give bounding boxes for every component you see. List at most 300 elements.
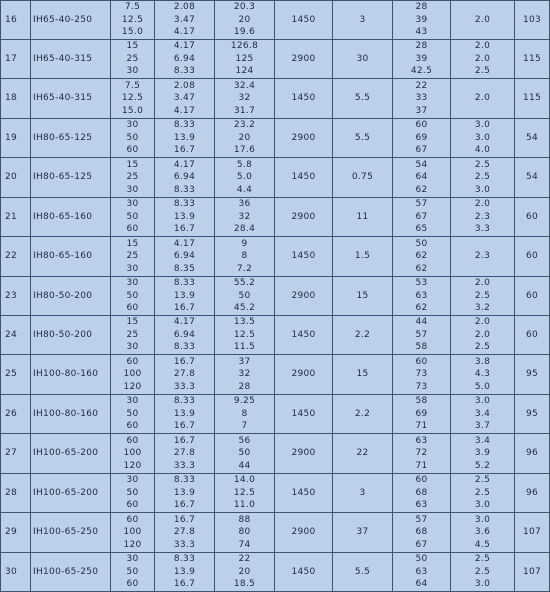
flow-ls-value: 6.94 (173, 329, 196, 340)
efficiency-value: 57 (415, 329, 428, 340)
model-cell (31, 158, 111, 198)
head-value: 28 (238, 381, 251, 392)
flow-m3h-value: 60 (126, 435, 139, 446)
head-value: 23.2 (233, 120, 256, 131)
head-cell (215, 79, 275, 119)
model-cell (31, 474, 111, 513)
efficiency-value: 44 (415, 317, 428, 328)
flow-ls-cell (155, 553, 215, 592)
npsh-value: 2.3 (474, 211, 491, 222)
head-cell (215, 355, 275, 395)
speed-value: 2900 (291, 448, 316, 459)
flow-m3h-value: 50 (126, 408, 139, 419)
weight-value: 115 (522, 93, 542, 104)
flow-ls-value: 2.08 (173, 2, 196, 13)
npsh-value: 3.9 (474, 448, 491, 459)
flow-ls-cell (155, 158, 215, 198)
flow-m3h-value: 60 (126, 224, 139, 235)
pump-model: IH80-65-160 (33, 251, 93, 262)
model-cell (31, 553, 111, 592)
speed-cell (275, 553, 333, 592)
head-value: 126.8 (230, 41, 259, 52)
head-cell (215, 474, 275, 513)
weight-cell (515, 513, 550, 553)
speed-value: 1450 (291, 408, 316, 419)
head-value: 19.6 (233, 27, 256, 38)
flow-m3h-value: 50 (126, 566, 139, 577)
npsh-value: 2.5 (474, 342, 491, 353)
efficiency-cell (393, 355, 451, 395)
efficiency-value: 64 (415, 579, 428, 589)
efficiency-value: 69 (415, 408, 428, 419)
head-value: 28.4 (233, 224, 256, 235)
efficiency-cell (393, 553, 451, 592)
weight-cell (515, 434, 550, 474)
flow-ls-cell (155, 40, 215, 79)
power-value: 22 (356, 448, 369, 459)
efficiency-cell (393, 316, 451, 355)
row-number-cell (1, 158, 31, 198)
flow-m3h-value: 30 (126, 396, 139, 407)
efficiency-value: 28 (415, 41, 428, 52)
flow-m3h-value: 30 (126, 554, 139, 564)
pump-model: IH65-40-250 (33, 14, 93, 25)
efficiency-value: 50 (415, 554, 428, 564)
flow-ls-cell (155, 79, 215, 119)
head-cell (215, 513, 275, 553)
power-cell (333, 434, 393, 474)
npsh-value: 2.0 (474, 329, 491, 340)
power-value: 1.5 (354, 251, 371, 262)
row-number: 26 (5, 408, 18, 419)
flow-m3h-value: 60 (126, 514, 139, 525)
flow-m3h-value: 15 (126, 238, 139, 249)
head-value: 14.0 (233, 475, 256, 486)
flow-m3h-value: 25 (126, 329, 139, 340)
weight-cell (515, 395, 550, 434)
flow-ls-value: 8.33 (173, 184, 196, 195)
npsh-value: 3.8 (474, 356, 491, 367)
npsh-value: 2.5 (474, 554, 491, 564)
head-cell (215, 277, 275, 316)
model-cell (31, 1, 111, 40)
head-value: 74 (238, 539, 251, 550)
efficiency-value: 50 (415, 238, 428, 249)
flow-ls-value: 4.17 (173, 41, 196, 52)
npsh-value: 3.0 (474, 514, 491, 525)
head-value: 4.4 (236, 184, 253, 195)
npsh-cell (451, 40, 515, 79)
head-value: 20.3 (233, 2, 256, 13)
npsh-value: 3.0 (474, 132, 491, 143)
npsh-value: 2.5 (474, 475, 491, 486)
head-value: 20 (238, 132, 251, 143)
flow-ls-value: 27.8 (173, 369, 196, 380)
npsh-value: 2.3 (474, 251, 491, 262)
head-cell (215, 158, 275, 198)
flow-ls-value: 13.9 (173, 408, 196, 419)
flow-m3h-cell (111, 513, 155, 553)
npsh-cell (451, 1, 515, 40)
npsh-cell (451, 553, 515, 592)
flow-ls-value: 6.94 (173, 172, 196, 183)
pump-model: IH100-80-160 (33, 369, 99, 380)
pump-model: IH80-65-125 (33, 132, 93, 143)
efficiency-value: 62 (415, 184, 428, 195)
flow-m3h-value: 15 (126, 159, 139, 170)
flow-m3h-cell (111, 198, 155, 237)
head-value: 12.5 (233, 487, 256, 498)
flow-m3h-cell (111, 434, 155, 474)
weight-value: 96 (525, 487, 539, 498)
npsh-cell (451, 158, 515, 198)
flow-ls-value: 3.47 (173, 14, 196, 25)
weight-value: 115 (522, 53, 542, 64)
efficiency-value: 60 (415, 120, 428, 131)
flow-m3h-value: 100 (123, 527, 142, 538)
head-cell (215, 395, 275, 434)
npsh-cell (451, 316, 515, 355)
npsh-cell (451, 237, 515, 277)
flow-m3h-value: 25 (126, 172, 139, 183)
head-value: 11.5 (233, 342, 256, 353)
efficiency-value: 73 (415, 381, 428, 392)
row-number-cell (1, 553, 31, 592)
speed-value: 2900 (291, 211, 316, 222)
npsh-value: 2.0 (474, 14, 491, 25)
row-number-cell (1, 277, 31, 316)
table-row (1, 434, 550, 474)
table-row (1, 474, 550, 513)
npsh-value: 2.5 (474, 66, 491, 77)
speed-cell (275, 513, 333, 553)
row-number: 16 (5, 14, 18, 25)
speed-value: 1450 (291, 566, 316, 577)
flow-m3h-value: 12.5 (121, 14, 144, 25)
head-cell (215, 316, 275, 355)
flow-m3h-cell (111, 237, 155, 277)
npsh-value: 3.2 (474, 303, 491, 314)
weight-value: 96 (525, 448, 539, 459)
weight-cell (515, 198, 550, 237)
power-value: 0.75 (351, 172, 374, 183)
efficiency-value: 60 (415, 475, 428, 486)
flow-ls-value: 16.7 (173, 435, 196, 446)
model-cell (31, 513, 111, 553)
flow-ls-value: 16.7 (173, 145, 196, 156)
flow-ls-cell (155, 474, 215, 513)
row-number: 30 (5, 566, 18, 577)
power-cell (333, 553, 393, 592)
row-number: 23 (5, 290, 18, 301)
efficiency-value: 63 (415, 435, 428, 446)
efficiency-value: 33 (415, 93, 428, 104)
flow-m3h-value: 25 (126, 53, 139, 64)
head-value: 32 (238, 369, 251, 380)
model-cell (31, 79, 111, 119)
flow-ls-value: 6.94 (173, 53, 196, 64)
flow-m3h-value: 60 (126, 303, 139, 314)
row-number-cell (1, 119, 31, 158)
head-value: 31.7 (233, 105, 256, 116)
flow-ls-value: 16.7 (173, 421, 196, 432)
power-cell (333, 277, 393, 316)
head-value: 44 (238, 460, 251, 471)
power-value: 5.5 (354, 566, 371, 577)
npsh-cell (451, 119, 515, 158)
npsh-value: 4.0 (474, 145, 491, 156)
flow-ls-value: 4.17 (173, 105, 196, 116)
weight-value: 95 (525, 408, 539, 419)
flow-ls-cell (155, 1, 215, 40)
head-value: 50 (238, 448, 251, 459)
flow-ls-value: 3.47 (173, 93, 196, 104)
flow-ls-value: 8.33 (173, 475, 196, 486)
flow-m3h-value: 120 (123, 539, 142, 550)
flow-m3h-value: 7.5 (124, 80, 141, 91)
efficiency-value: 54 (415, 159, 428, 170)
power-value: 15 (356, 369, 369, 380)
power-value: 30 (356, 53, 369, 64)
head-value: 20 (238, 566, 251, 577)
npsh-value: 2.5 (474, 487, 491, 498)
speed-value: 2900 (291, 53, 316, 64)
efficiency-value: 67 (415, 145, 428, 156)
efficiency-value: 57 (415, 199, 428, 210)
flow-ls-value: 16.7 (173, 303, 196, 314)
npsh-value: 2.0 (474, 278, 491, 289)
npsh-value: 3.7 (474, 421, 491, 432)
weight-cell (515, 158, 550, 198)
speed-value: 2900 (291, 527, 316, 538)
table-row (1, 40, 550, 79)
speed-cell (275, 395, 333, 434)
efficiency-cell (393, 474, 451, 513)
pump-model: IH100-65-200 (33, 448, 99, 459)
power-cell (333, 395, 393, 434)
row-number-cell (1, 79, 31, 119)
flow-ls-value: 8.33 (173, 554, 196, 564)
npsh-cell (451, 474, 515, 513)
row-number: 27 (5, 448, 18, 459)
model-cell (31, 316, 111, 355)
flow-ls-value: 16.7 (173, 514, 196, 525)
npsh-cell (451, 198, 515, 237)
flow-m3h-value: 100 (123, 448, 142, 459)
efficiency-cell (393, 395, 451, 434)
flow-m3h-value: 60 (126, 356, 139, 367)
head-value: 32 (238, 211, 251, 222)
weight-cell (515, 237, 550, 277)
efficiency-value: 63 (415, 290, 428, 301)
head-value: 50 (238, 290, 251, 301)
row-number: 19 (5, 132, 18, 143)
efficiency-value: 64 (415, 172, 428, 183)
row-number-cell (1, 513, 31, 553)
head-value: 88 (238, 514, 251, 525)
row-number-cell (1, 474, 31, 513)
speed-cell (275, 79, 333, 119)
row-number: 24 (5, 329, 18, 340)
flow-ls-value: 8.35 (173, 263, 196, 274)
flow-ls-value: 16.7 (173, 500, 196, 511)
table-row (1, 119, 550, 158)
efficiency-value: 69 (415, 132, 428, 143)
efficiency-value: 62 (415, 251, 428, 262)
npsh-value: 3.4 (474, 435, 491, 446)
row-number-cell (1, 355, 31, 395)
flow-m3h-value: 120 (123, 381, 142, 392)
npsh-value: 3.0 (474, 500, 491, 511)
power-cell (333, 119, 393, 158)
flow-m3h-value: 50 (126, 487, 139, 498)
speed-cell (275, 119, 333, 158)
efficiency-cell (393, 513, 451, 553)
weight-cell (515, 277, 550, 316)
pump-model: IH65-40-315 (33, 53, 93, 64)
pump-model: IH100-65-200 (33, 487, 99, 498)
speed-value: 2900 (291, 290, 316, 301)
flow-m3h-value: 30 (126, 120, 139, 131)
model-cell (31, 40, 111, 79)
flow-ls-cell (155, 434, 215, 474)
npsh-value: 4.3 (474, 369, 491, 380)
efficiency-value: 28 (415, 2, 428, 13)
flow-m3h-value: 7.5 (124, 2, 141, 13)
flow-ls-value: 16.7 (173, 356, 196, 367)
weight-value: 60 (525, 329, 539, 340)
flow-ls-value: 8.33 (173, 120, 196, 131)
flow-ls-value: 33.3 (173, 539, 196, 550)
weight-value: 54 (525, 172, 539, 183)
npsh-value: 2.0 (474, 41, 491, 52)
power-value: 15 (356, 290, 369, 301)
table-row (1, 237, 550, 277)
flow-m3h-cell (111, 79, 155, 119)
row-number: 28 (5, 487, 18, 498)
efficiency-cell (393, 79, 451, 119)
efficiency-value: 73 (415, 369, 428, 380)
flow-ls-cell (155, 277, 215, 316)
flow-ls-value: 4.17 (173, 317, 196, 328)
head-value: 7.2 (236, 263, 253, 274)
head-value: 8 (241, 408, 248, 419)
flow-m3h-value: 15.0 (121, 27, 144, 38)
table-row (1, 158, 550, 198)
head-value: 9 (241, 238, 248, 249)
head-cell (215, 1, 275, 40)
weight-cell (515, 355, 550, 395)
efficiency-cell (393, 434, 451, 474)
npsh-value: 2.5 (474, 566, 491, 577)
flow-ls-cell (155, 316, 215, 355)
flow-m3h-value: 60 (126, 579, 139, 589)
head-value: 22 (238, 554, 251, 564)
flow-m3h-value: 15 (126, 317, 139, 328)
flow-m3h-cell (111, 1, 155, 40)
table-row (1, 355, 550, 395)
flow-ls-cell (155, 119, 215, 158)
npsh-cell (451, 513, 515, 553)
weight-cell (515, 553, 550, 592)
npsh-cell (451, 79, 515, 119)
flow-m3h-value: 50 (126, 132, 139, 143)
flow-ls-value: 4.17 (173, 159, 196, 170)
weight-value: 95 (525, 369, 539, 380)
row-number-cell (1, 316, 31, 355)
speed-value: 1450 (291, 329, 316, 340)
weight-cell (515, 40, 550, 79)
npsh-cell (451, 355, 515, 395)
head-value: 8 (241, 251, 248, 262)
weight-value: 103 (522, 14, 542, 25)
flow-ls-value: 8.33 (173, 278, 196, 289)
efficiency-value: 62 (415, 303, 428, 314)
flow-ls-value: 33.3 (173, 460, 196, 471)
flow-m3h-value: 30 (126, 184, 139, 195)
efficiency-value: 68 (415, 527, 428, 538)
head-value: 124 (235, 66, 254, 77)
head-value: 7 (241, 421, 248, 432)
head-cell (215, 40, 275, 79)
efficiency-value: 63 (415, 500, 428, 511)
speed-cell (275, 355, 333, 395)
head-value: 20 (238, 14, 251, 25)
model-cell (31, 237, 111, 277)
power-value: 3 (359, 14, 366, 25)
flow-m3h-value: 30 (126, 66, 139, 77)
pump-model: IH80-65-160 (33, 211, 93, 222)
model-cell (31, 434, 111, 474)
head-cell (215, 119, 275, 158)
efficiency-value: 39 (415, 53, 428, 64)
flow-ls-value: 13.9 (173, 487, 196, 498)
power-cell (333, 513, 393, 553)
pump-model: IH100-65-250 (33, 527, 99, 538)
npsh-value: 2.0 (474, 53, 491, 64)
npsh-value: 2.0 (474, 93, 491, 104)
efficiency-value: 67 (415, 539, 428, 550)
npsh-cell (451, 395, 515, 434)
speed-value: 1450 (291, 93, 316, 104)
weight-cell (515, 119, 550, 158)
npsh-value: 3.6 (474, 527, 491, 538)
flow-m3h-cell (111, 395, 155, 434)
table-row (1, 1, 550, 40)
pump-model: IH100-80-160 (33, 408, 99, 419)
row-number: 17 (5, 53, 18, 64)
power-value: 2.2 (354, 408, 371, 419)
head-cell (215, 198, 275, 237)
npsh-cell (451, 277, 515, 316)
table-row (1, 277, 550, 316)
npsh-value: 2.5 (474, 159, 491, 170)
weight-cell (515, 316, 550, 355)
npsh-cell (451, 434, 515, 474)
power-cell (333, 198, 393, 237)
efficiency-cell (393, 158, 451, 198)
flow-m3h-value: 100 (123, 369, 142, 380)
flow-ls-value: 13.9 (173, 132, 196, 143)
pump-model: IH100-65-250 (33, 566, 99, 577)
npsh-value: 2.5 (474, 172, 491, 183)
efficiency-cell (393, 277, 451, 316)
model-cell (31, 277, 111, 316)
flow-ls-value: 6.94 (173, 251, 196, 262)
head-value: 13.5 (233, 317, 256, 328)
power-value: 2.2 (354, 329, 371, 340)
head-value: 11.0 (233, 500, 256, 511)
